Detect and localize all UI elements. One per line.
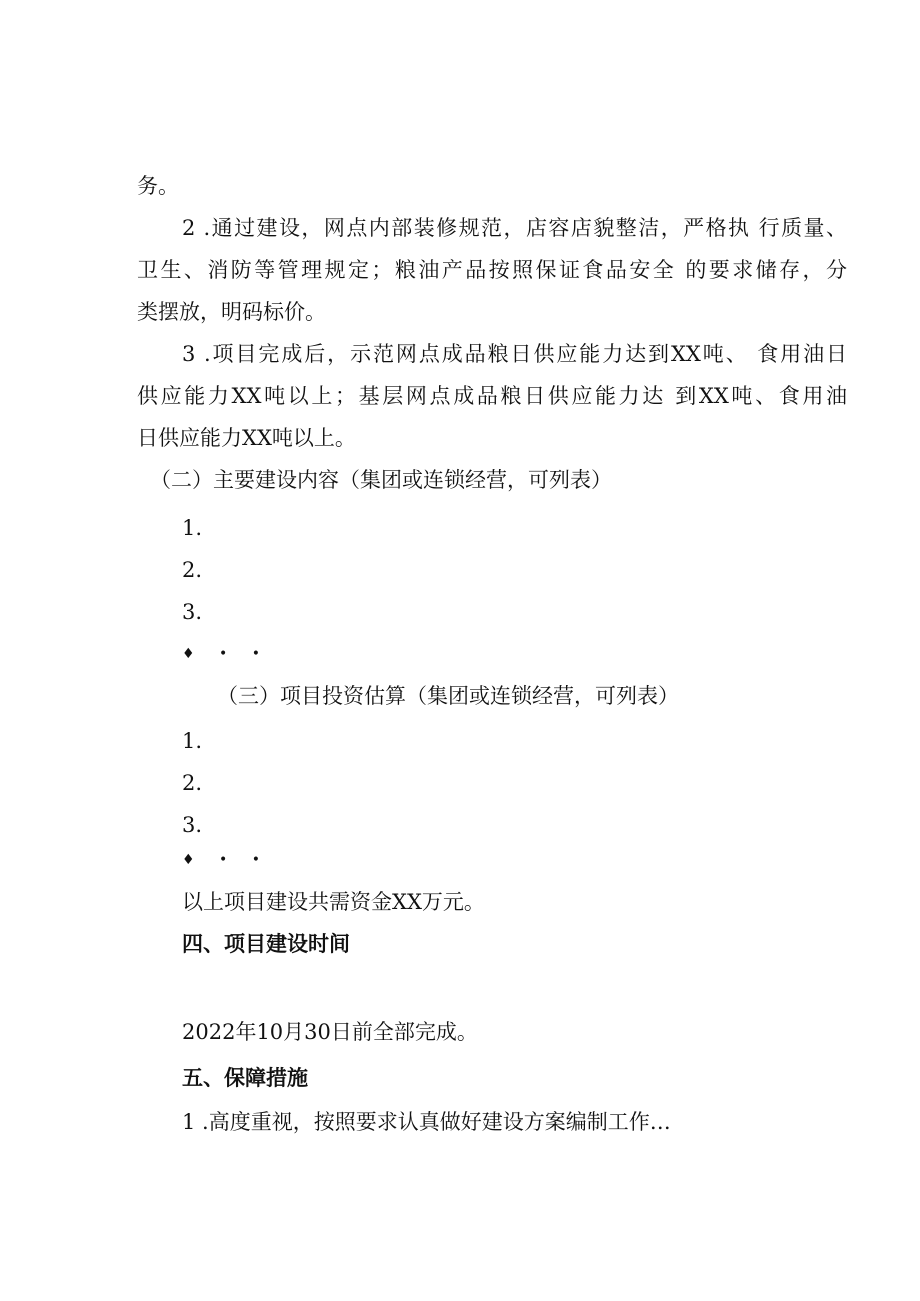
section2-item-1: 1. — [182, 516, 203, 540]
section2-ellipsis: ♦ • • — [182, 646, 270, 662]
section2-heading: （二）主要建设内容（集团或连锁经营，可列表） — [150, 468, 612, 492]
section4-heading: 四、项目建设时间 — [182, 932, 350, 956]
section4-text: 2022年10月30日前全部完成。 — [182, 1020, 478, 1044]
section3-item-1: 1. — [182, 729, 203, 753]
intro-line: 务。 — [137, 174, 179, 198]
section5-heading: 五、保障措施 — [182, 1066, 308, 1090]
item2-line1: 2 .通过建设，网点内部装修规范，店容店貌整洁，严格执 行质量、 — [182, 216, 847, 240]
item3-line2: 供应能力XX吨以上；基层网点成品粮日供应能力达 到XX吨、食用油 — [137, 384, 847, 408]
section2-item-3: 3. — [182, 600, 203, 624]
section3-total: 以上项目建设共需资金XX万元。 — [182, 890, 485, 914]
section3-ellipsis: ♦ • • — [182, 852, 270, 868]
section2-item-2: 2. — [182, 558, 203, 582]
section3-heading: （三）项目投资估算（集团或连锁经营，可列表） — [217, 684, 679, 708]
item2-line2: 卫生、消防等管理规定；粮油产品按照保证食品安全 的要求储存，分 — [137, 258, 847, 282]
section3-item-3: 3. — [182, 813, 203, 837]
item3-line1: 3 .项目完成后，示范网点成品粮日供应能力达到XX吨、 食用油日 — [182, 342, 847, 366]
item2-line3: 类摆放，明码标价。 — [137, 300, 326, 324]
section3-item-2: 2. — [182, 771, 203, 795]
section5-item-1: 1 .高度重视，按照要求认真做好建设方案编制工作… — [182, 1110, 671, 1134]
item3-line3: 日供应能力XX吨以上。 — [137, 426, 356, 450]
